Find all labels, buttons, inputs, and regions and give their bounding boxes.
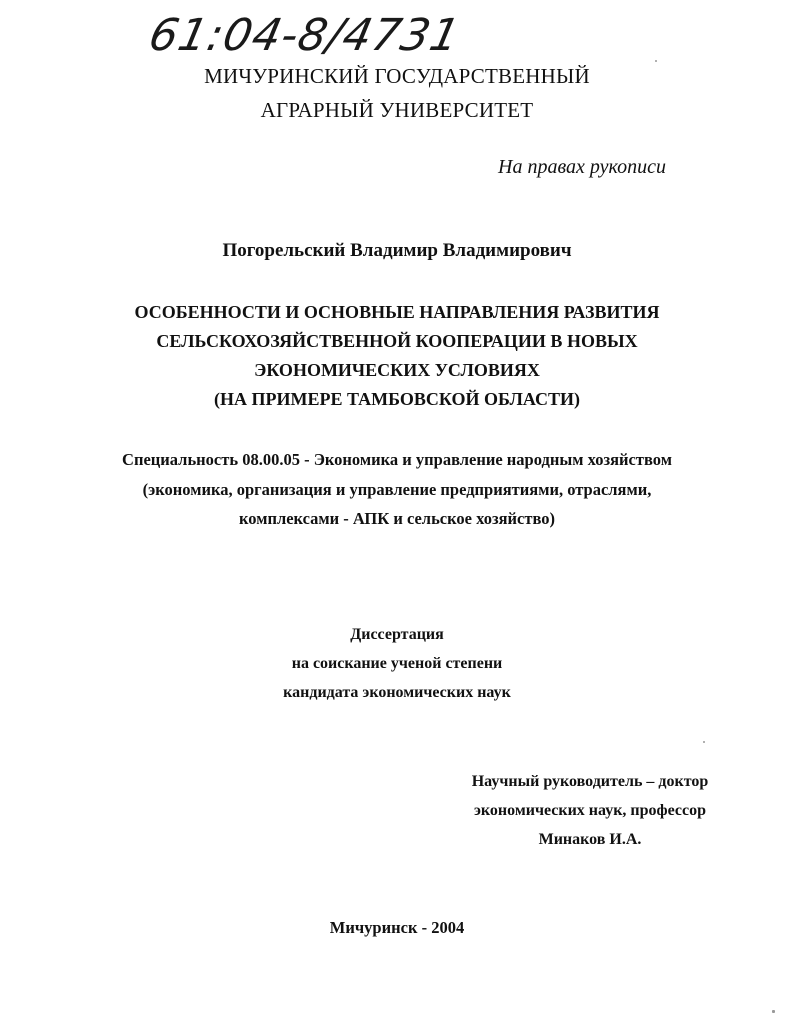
specialty-line-3: комплексами - АПК и сельское хозяйство) <box>238 509 556 528</box>
dissertation-line-3: кандидата экономических наук <box>283 684 511 701</box>
scan-speck <box>703 741 705 743</box>
thesis-title-line-3: ЭКОНОМИЧЕСКИХ УСЛОВИЯХ <box>254 360 540 380</box>
thesis-title-line-1: ОСОБЕННОСТИ И ОСНОВНЫЕ НАПРАВЛЕНИЯ РАЗВИТИЯ <box>134 302 660 322</box>
university-name-line-2: АГРАРНЫЙ УНИВЕРСИТЕТ <box>260 98 534 122</box>
scan-speck <box>772 1010 775 1013</box>
thesis-title-line-4: (НА ПРИМЕРЕ ТАМБОВСКОЙ ОБЛАСТИ) <box>214 389 580 409</box>
handwritten-archive-code: 61:04-8/4731 <box>144 10 465 61</box>
supervisor-name: Минаков И.А. <box>538 831 642 848</box>
dissertation-line-1: Диссертация <box>350 626 444 643</box>
rights-note: На правах рукописи <box>498 156 666 178</box>
specialty-line-1: Специальность 08.00.05 - Экономика и управление народным хозяйством <box>122 450 672 469</box>
author-name: Погорельский Владимир Владимирович <box>222 240 572 261</box>
scan-speck <box>655 60 657 62</box>
supervisor-line-2: экономических наук, профессор <box>473 802 707 819</box>
city-year: Мичуринск - 2004 <box>329 918 465 937</box>
university-name-line-1: МИЧУРИНСКИЙ ГОСУДАРСТВЕННЫЙ <box>204 64 590 88</box>
specialty-line-2: (экономика, организация и управление предприятиями, отраслями, <box>142 480 652 499</box>
thesis-title-line-2: СЕЛЬСКОХОЗЯЙСТВЕННОЙ КООПЕРАЦИИ В НОВЫХ <box>156 331 638 351</box>
supervisor-line-1: Научный руководитель – доктор <box>471 773 709 790</box>
dissertation-line-2: на соискание ученой степени <box>291 655 503 672</box>
